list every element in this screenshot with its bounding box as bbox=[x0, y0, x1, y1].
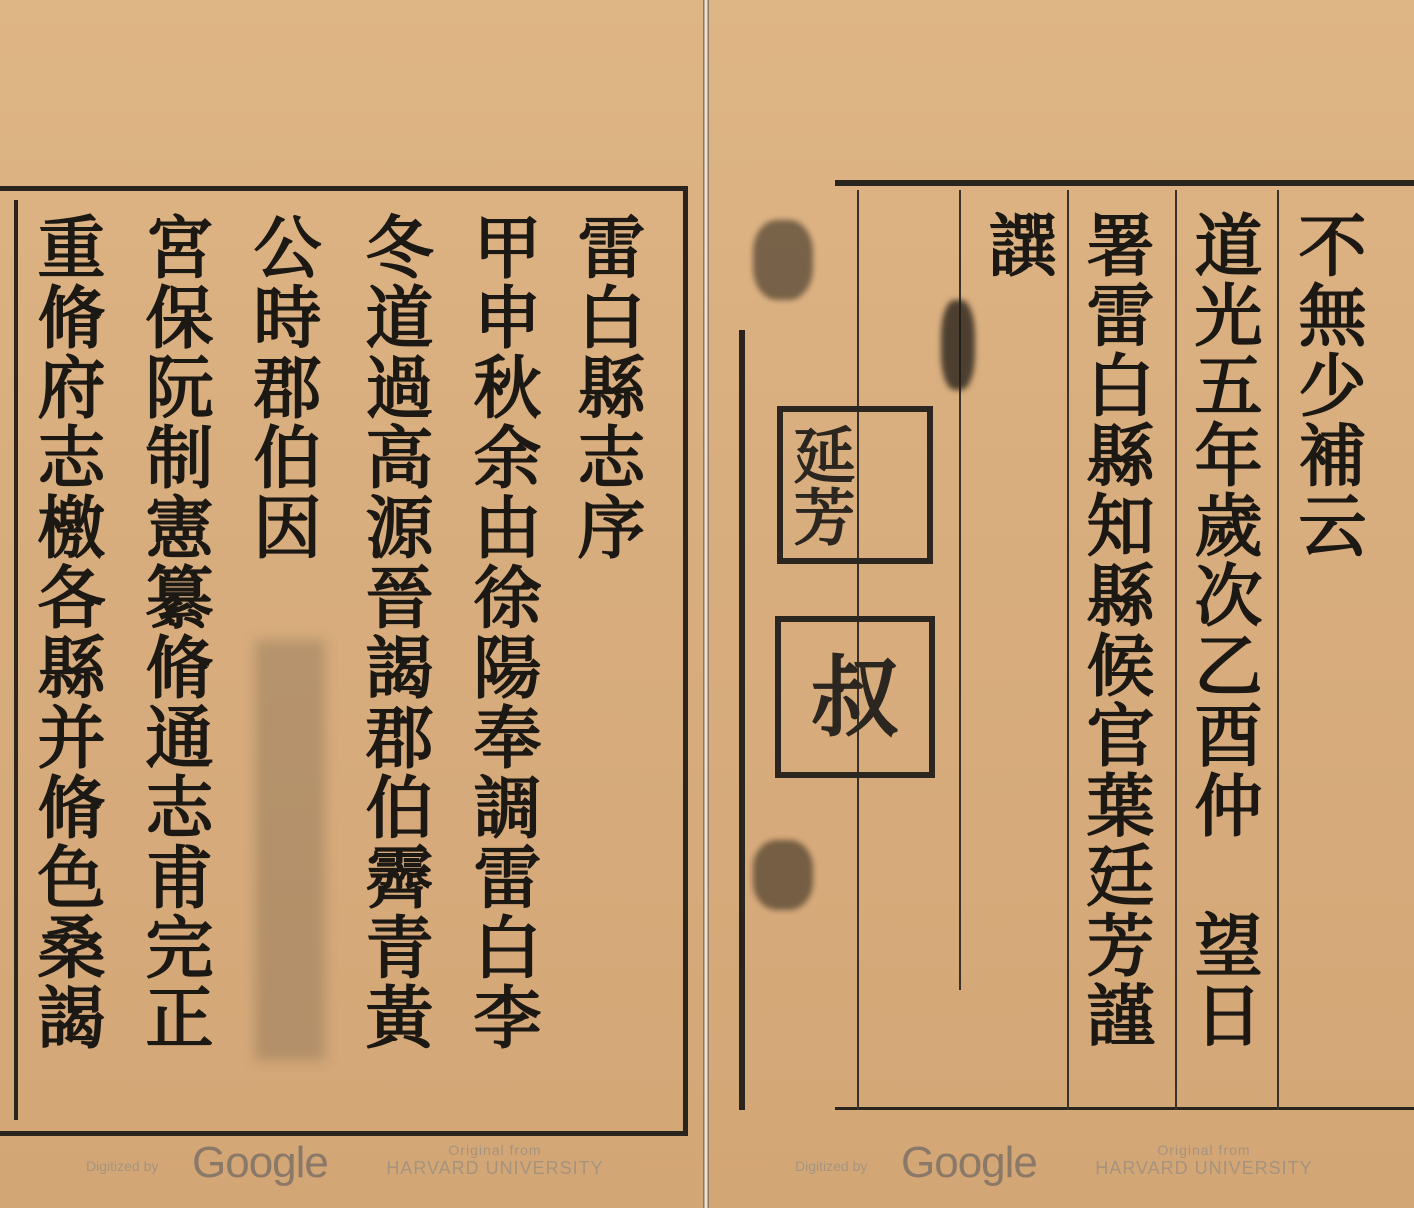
left-column-3: 冬道過高源晉謁郡伯霽青黃 bbox=[354, 212, 434, 1052]
seal-text: 延芳 bbox=[783, 423, 856, 547]
original-from-label: Original from bbox=[448, 1142, 542, 1158]
ink-blot bbox=[753, 220, 813, 300]
right-page bbox=[709, 0, 1414, 1208]
left-column-1: 雷白縣志序 bbox=[566, 212, 646, 562]
column-rule bbox=[1067, 190, 1069, 1110]
digitized-by-label: Digitized by bbox=[86, 1158, 159, 1174]
institution-label: HARVARD UNIVERSITY bbox=[386, 1158, 604, 1178]
google-logo: Google bbox=[901, 1138, 1037, 1187]
left-inner-rule bbox=[14, 200, 18, 1120]
right-column-1: 不無少補云 bbox=[1287, 210, 1367, 560]
original-from-block bbox=[385, 1142, 605, 1179]
ink-blot bbox=[753, 840, 813, 910]
column-rule bbox=[1175, 190, 1177, 1110]
seal-stamp-style bbox=[775, 616, 935, 778]
left-column-5: 宮保阮制憲纂脩通志甫完正 bbox=[134, 212, 214, 1052]
bleed-stain bbox=[255, 640, 325, 1060]
left-page bbox=[0, 0, 703, 1208]
ink-blot bbox=[941, 300, 975, 390]
left-column-4: 公時郡伯因 bbox=[242, 212, 322, 562]
right-column-4: 譔 bbox=[977, 210, 1057, 280]
seal-stamp-name bbox=[777, 406, 933, 564]
fold-edge bbox=[739, 330, 745, 1110]
original-from-label: Original from bbox=[1157, 1142, 1251, 1158]
right-column-2: 道光五年歲次乙酉仲 望日 bbox=[1183, 210, 1263, 1050]
institution-label: HARVARD UNIVERSITY bbox=[1095, 1158, 1313, 1178]
left-column-6: 重脩府志檄各縣并脩色桑謁 bbox=[26, 212, 106, 1052]
right-column-3: 署雷白縣知縣候官葉廷芳謹 bbox=[1075, 210, 1155, 1050]
google-logo: Google bbox=[192, 1138, 328, 1187]
original-from-block bbox=[1094, 1142, 1314, 1179]
digitized-by-label: Digitized by bbox=[795, 1158, 868, 1174]
column-rule bbox=[1277, 190, 1279, 1110]
seal-text: 叔 bbox=[810, 645, 899, 749]
left-column-2: 甲申秋余由徐陽奉調雷白李 bbox=[462, 212, 542, 1052]
